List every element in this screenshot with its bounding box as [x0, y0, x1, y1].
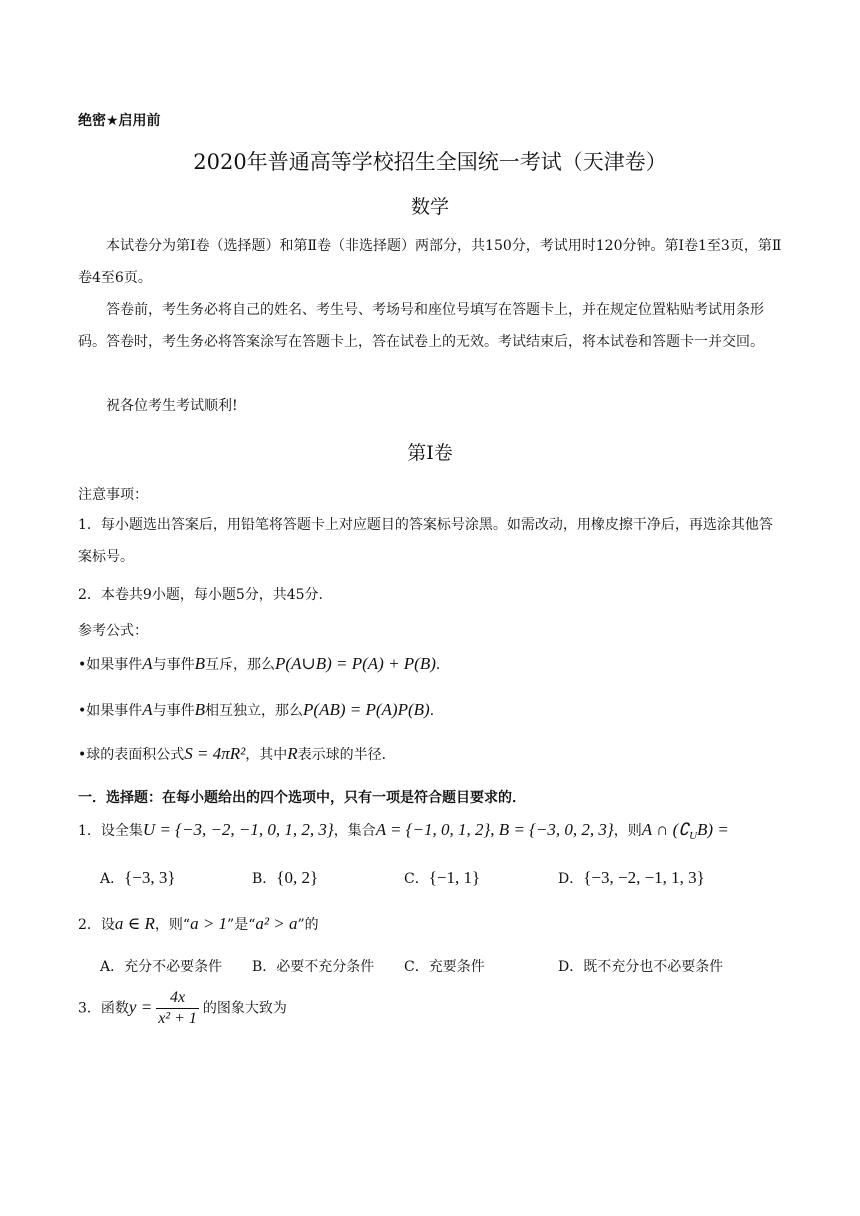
- intro-paragraph-1: 本试卷分为第Ⅰ卷（选择题）和第Ⅱ卷（非选择题）两部分，共150分，考试用时120分钟。第Ⅰ卷1至3页，第Ⅱ卷4至6页。: [78, 238, 782, 286]
- confidential-label: 绝密★启用前: [78, 113, 161, 129]
- q1-option-a: A．{−3, 3}: [100, 868, 176, 887]
- formula-mutually-exclusive: •如果事件A与事件B互斥，那么P(A∪B) = P(A) + P(B)．: [78, 654, 450, 673]
- q2-option-b: B．必要不充分条件: [252, 959, 375, 975]
- part-1-heading: 一．选择题：在每小题给出的四个选项中，只有一项是符合题目要求的．: [78, 790, 526, 806]
- subject-title: 数学: [410, 196, 449, 218]
- section-title: 第Ⅰ卷: [407, 442, 453, 464]
- intro-paragraph-3: 祝各位考生考试顺利!: [106, 398, 238, 414]
- question-3: 3．函数y = $\frac{4x}{\text{x² + 1}}$ 的图象大致为: [78, 989, 287, 1027]
- question-2: 2．设a ∈ R，则“a > 1”是“a² > a”的: [78, 914, 319, 933]
- fraction: $\frac{4x}{\text{x² + 1}}$: [158, 989, 197, 1027]
- q1-option-c: C．{−1, 1}: [404, 868, 481, 887]
- formula-independent: •如果事件A与事件B相互独立，那么P(AB) = P(A)P(B)．: [78, 700, 444, 719]
- q2-option-c: C．充要条件: [404, 959, 485, 975]
- q1-option-b: B．{0, 2}: [252, 868, 319, 887]
- note-2: 2．本卷共9小题，每小题5分，共45分．: [78, 587, 333, 603]
- formula-sphere-surface: •球的表面积公式S = 4πR²，其中R表示球的半径．: [78, 744, 396, 763]
- notes-label: 注意事项：: [78, 487, 148, 503]
- q2-option-d: D．既不充分也不必要条件: [558, 959, 724, 975]
- question-1: 1．设全集U = {−3, −2, −1, 0, 1, 2, 3}，集合A = {−1, 0, 1, 2}, B = {−3, 0, 2, 3}，则A ∩ $(∁_UB)$ =: [78, 820, 729, 842]
- note-1: 1．每小题选出答案后，用铅笔将答题卡上对应题目的答案标号涂黑。如需改动，用橡皮擦干净后，再选涂其他答案标号。: [78, 517, 773, 565]
- q1-option-d: D．{−3, −2, −1, 1, 3}: [558, 868, 705, 887]
- exam-title: 2020年普通高等学校招生全国统一考试（天津卷）: [193, 150, 667, 174]
- q2-option-a: A．充分不必要条件: [100, 959, 223, 975]
- reference-formulas-label: 参考公式：: [78, 623, 148, 639]
- intro-paragraph-2: 答卷前，考生务必将自己的姓名、考生号、考场号和座位号填写在答题卡上，并在规定位置粘贴考试用条形码。答卷时，考生务必将答案涂写在答题卡上，答在试卷上的无效。考试结束后，将本试卷和答题卡一并交回。: [78, 302, 764, 350]
